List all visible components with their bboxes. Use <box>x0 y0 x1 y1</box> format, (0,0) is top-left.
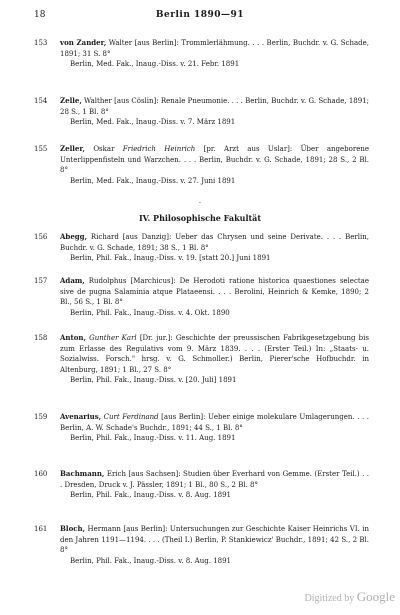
entry-text: Hermann [aus Berlin]: Untersuchungen zur Geschichte Kaiser Heinrichs VI. in den Jahren 1191—1194. . . . (Theil I.) Berlin, P. Stankiewicz' Buchdr., 1891; 42 S., 2 Bl. 8° <box>60 525 369 554</box>
entry-number: 159 <box>34 413 48 421</box>
entry-text: Erich [aus Sachsen]: Studien über Everhard von Gemme. (Erster Teil.) . . . Dresden, Druck v. J. Pässler, 1891; 1 Bl., 80 S., 2 Bl. 8° <box>60 470 369 489</box>
entry-number: 158 <box>34 334 48 342</box>
digitization-watermark <box>300 589 395 609</box>
entry-author: Zelle, <box>60 96 82 105</box>
entry-text-italic: Friedrich Heinrich <box>122 145 196 153</box>
entry-number: 160 <box>34 470 48 478</box>
entry-159 <box>34 412 369 444</box>
separator-dot: · <box>198 199 202 207</box>
section-title: IV. Philosophische Fakultät <box>138 213 262 223</box>
entry-number: 153 <box>34 39 48 47</box>
entry-text: Walter [aus Berlin]: Trommlerlähmung. . . . Berlin, Buchdr. v. G. Schade, 1891; 31 S. 8° <box>60 39 369 58</box>
entry-author: von Zander, <box>60 38 107 47</box>
entry-note: Berlin, Phil. Fak., Inaug.-Diss. v. 11. Aug. 1891 <box>70 434 236 442</box>
entry-153 <box>34 38 369 70</box>
watermark-prefix: Digitized by <box>304 593 355 604</box>
entry-157 <box>34 276 369 318</box>
watermark-brand: Google <box>356 589 395 604</box>
entry-note: Berlin, Med. Fak., Inaug.-Diss. v. 27. Juni 1891 <box>70 176 236 185</box>
entry-number: 155 <box>34 145 48 153</box>
page-header <box>0 10 400 26</box>
entry-number: 156 <box>34 233 48 241</box>
entry-note: Berlin, Med. Fak., Inaug.-Diss. v. 7. März 1891 <box>70 118 236 126</box>
entry-text-italic: Curt Ferdinand <box>103 413 159 421</box>
entry-author: Zeller, <box>60 144 85 153</box>
entry-note: Berlin, Phil. Fak., Inaug.-Diss. v. 8. Aug. 1891 <box>70 491 231 499</box>
entry-text-post: [pr. Arzt aus Uslar]: Über angeborene Unterlippenfisteln und Warzchen. . . . Berlin, Buchdr. v. G. Schade, 1891; 28 S., 2 Bl. 8° <box>60 145 370 174</box>
entry-author: Bloch, <box>60 524 86 533</box>
entry-155 <box>34 144 369 186</box>
entry-note: Berlin, Phil. Fak., Inaug.-Diss. v. 8. Aug. 1891 <box>70 556 231 565</box>
entry-author: Avenarius, <box>60 412 102 421</box>
entry-text-italic: Gunther Karl <box>89 334 137 342</box>
entry-note: Berlin, Phil. Fak., Inaug.-Diss. v. 19. [statt 20.] Juni 1891 <box>70 254 271 262</box>
entry-text: Walther [aus Cöslin]: Renale Pneumonie. . . . Berlin, Buchdr. v. G. Schade, 1891; 28 S., 1 Bl. 8° <box>60 97 369 116</box>
entry-text-post: [aus Berlin]: Ueber einige molekulare Umlagerungen. . . . Berlin, A. W. Schade's Buchdr., 1891; 44 S., 1 Bl. 8° <box>60 413 369 432</box>
entry-text: Richard [aus Danzig]: Ueber das Chrysen und seine Derivate. . . . Berlin, Buchdr. v. G. Schade, 1891; 38 S., 1 Bl. 8° <box>60 233 369 252</box>
entry-number: 157 <box>34 277 48 285</box>
entry-text: Rudolphus [Marchicus]: De Herodoti ratione historica quaestiones selectae sive de pugna Salaminia atque Plataeensi. . . . Berolini, Heinrich & Kemke, 1890; 2 Bl., 56 S., 1 Bl. 8° <box>60 277 369 306</box>
entry-note: Berlin, Phil. Fak., Inaug.-Diss. v. 4. Okt. 1890 <box>70 308 230 317</box>
entry-note: Berlin, Phil. Fak., Inaug.-Diss. v. [20. Juli] 1891 <box>70 376 237 384</box>
entry-author: Anton, <box>60 333 86 342</box>
entry-number: 154 <box>34 97 48 105</box>
running-title: Berlin 1890—91 <box>155 10 245 20</box>
entry-note: Berlin, Med. Fak., Inaug.-Diss. v. 21. Febr. 1891 <box>70 60 240 68</box>
entry-text-post: [Dr. jur.]: Geschichte der preussischen Fabrikgesetzgebung bis zum Erlasse des Regulativs vom 9. März 1839. . . . (Erster Teil.) In: „Staats- u. Sozialwiss. Forsch." hrsg. v. G. Schmoller.) Berlin, Pierer'sche Hofbuchdr. in Altenburg, 1891; 1 Bl., 27 S. 8° <box>60 334 369 374</box>
entry-154 <box>34 96 369 128</box>
entry-text-pre: Oskar <box>84 145 123 153</box>
entry-author: Abegg, <box>60 232 88 241</box>
entry-number: 161 <box>34 525 48 533</box>
page-number: 18 <box>34 10 46 20</box>
entry-156 <box>34 232 369 264</box>
entry-author: Bachmann, <box>60 469 105 478</box>
entry-158 <box>34 333 369 386</box>
entry-160 <box>34 469 369 501</box>
entry-author: Adam, <box>60 276 85 285</box>
entry-161 <box>34 524 369 566</box>
